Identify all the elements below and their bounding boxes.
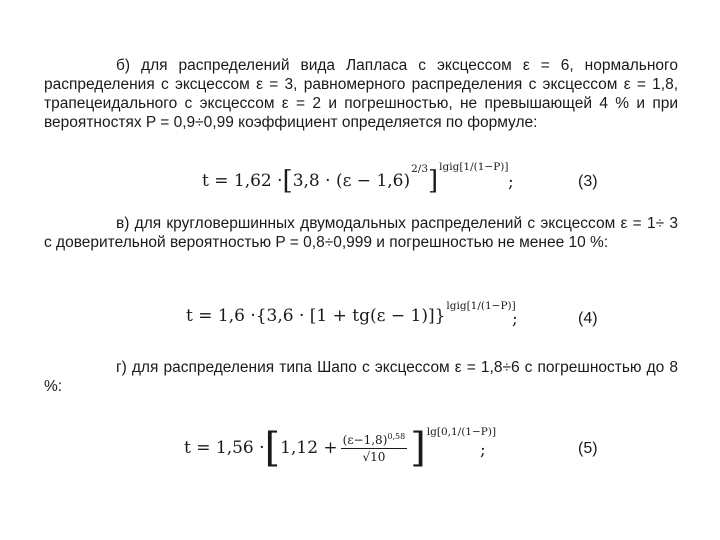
formula-3-lhs: t = 1,62 · (202, 171, 283, 191)
formula-3-semicolon: ; (508, 172, 514, 192)
paragraph-g (44, 358, 678, 396)
formula-3-outer-exponent: lgig[1/(1−P)] (439, 161, 509, 173)
formula-5-fraction-numerator (341, 433, 408, 449)
formula-3 (202, 161, 509, 196)
formula-3-inner-exponent: 2/3 (411, 163, 429, 175)
formula-3-number: (3) (578, 173, 598, 190)
formula-4-outer-exponent: lgig[1/(1−P)] (446, 300, 516, 312)
formula-5-fraction (341, 433, 408, 464)
formula-5 (184, 425, 497, 471)
formula-5-close-bracket: ] (410, 425, 426, 471)
formula-4-body: {3,6 · [1 + tg(ε − 1)]} (255, 306, 446, 326)
paragraph-v-text: в) для кругловершинных двумодальных распределений с эксцессом ε = 1÷ 3 с доверительной вероятностью P = 0,8÷0,999 и погрешностью не менее 10 %: (44, 215, 678, 251)
formula-4-number: (4) (578, 310, 598, 327)
formula-4-lhs: t = 1,6 · (186, 306, 256, 326)
formula-5-numerator-exponent: 0,58 (387, 431, 406, 441)
formula-5-number: (5) (578, 440, 598, 457)
formula-3-open-bracket: [ (282, 166, 293, 196)
formula-4-semicolon: ; (512, 309, 518, 329)
formula-5-fraction-denominator: √10 (362, 449, 386, 464)
paragraph-b (44, 56, 678, 132)
paragraph-g-text: г) для распределения типа Шапо с эксцессом ε = 1,8÷6 с погрешностью до 8 %: (44, 359, 678, 395)
formula-5-numerator-base: (ε−1,8) (342, 432, 388, 447)
paragraph-v (44, 214, 678, 252)
formula-5-outer-exponent: lg[0,1/(1−P)] (426, 426, 497, 438)
formula-5-lhs: t = 1,56 · (184, 438, 265, 458)
formula-3-body: 3,8 · (ε − 1,6) (292, 171, 411, 191)
formula-5-open-bracket: [ (264, 425, 281, 471)
paragraph-b-text: б) для распределений вида Лапласа с эксцессом ε = 6, нормального распределения с эксцессом ε = 3, равномерного распределения с эксцессом ε = 1,8, трапецеидального с эксцессом ε = 2 и погрешностью, не превышающей 4 % и при вероятностях P = 0,9÷0,99 коэффициент определяется по формуле: (44, 57, 678, 131)
formula-3-close-bracket: ] (428, 166, 439, 196)
formula-5-body-start: 1,12 + (280, 438, 338, 458)
formula-5-semicolon: ; (480, 440, 486, 460)
formula-4 (186, 300, 516, 326)
